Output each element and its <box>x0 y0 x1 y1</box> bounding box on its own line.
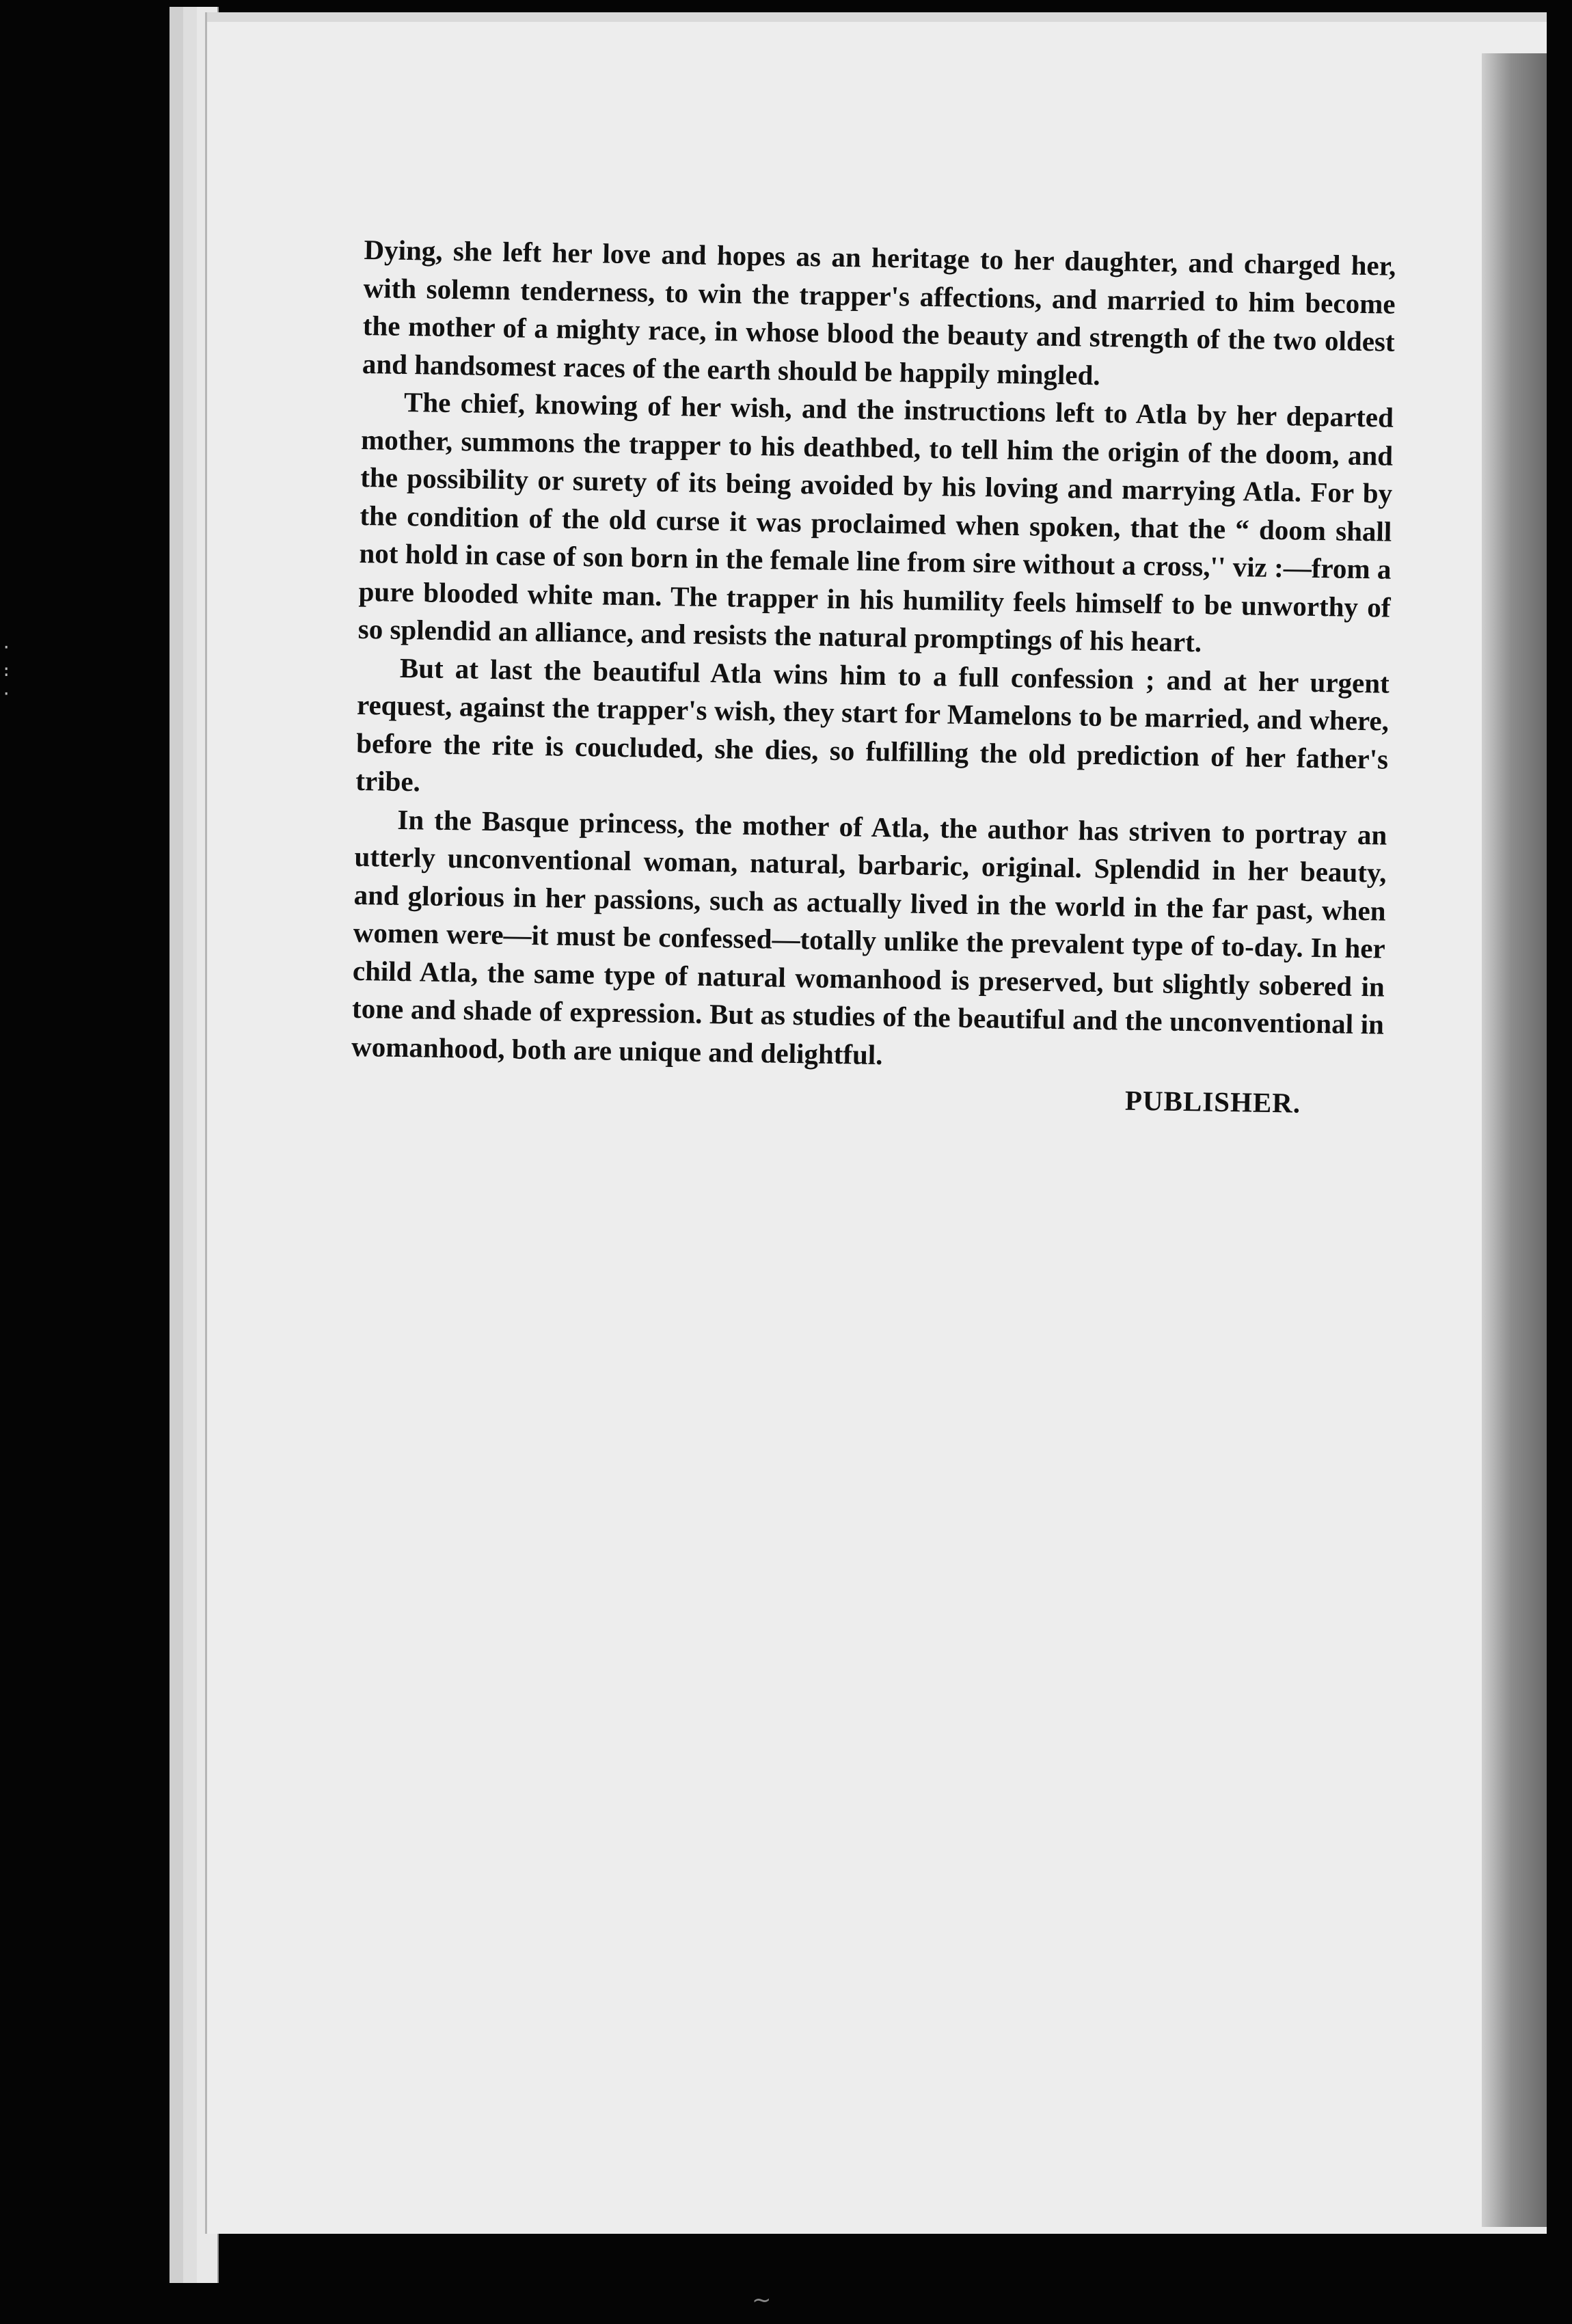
page-top-shadow <box>207 12 1547 22</box>
body-text <box>351 231 1396 1124</box>
publisher-signature: PUBLISHER. <box>1124 1084 1301 1119</box>
margin-specks: · : · <box>1 638 12 703</box>
page-gutter-shadow <box>1482 53 1547 2227</box>
paragraph-2: The chief, knowing of her wish, and the instructions left to Atla by her departed mother, summons the trapper to his deathbed, to tell him the origin of the doom, and the possibility or surety of its being avoided by his loving and marrying Atla. For by the condition of the old curse it was proclaimed when spoken, that the “ doom shall not hold in case of son born in the female line from sire without a cross,'' viz :—from a pure blooded white man. The trapper in his humility feels himself to be unworthy of so splendid an alliance, and resists the natural promptings of his heart. <box>357 386 1394 658</box>
scan-artifact-mark: ~ <box>752 2286 772 2314</box>
paragraph-4: In the Basque princess, the mother of Atla, the author has striven to portray an utterly unconventional woman, natural, barbaric, original. Splendid in her beauty, and glorious in her passions, such as actually lived in the world in the far past, when women were—it must be confessed—totally unlike the prevalent type of to-day. In her child Atla, the same type of natural womanhood is preserved, but slightly sobered in tone and shade of expression. But as studies of the beautiful and the unconventional in womanhood, both are unique and delightful. <box>351 803 1387 1070</box>
paragraph-3: But at last the beautiful Atla wins him to a full confession ; and at her urgent request, against the trapper's wish, they start for Mamelons to be married, and where, before the rite is coucluded, she dies, so fulfilling the old prediction of her father's tribe. <box>355 651 1390 798</box>
book-page <box>205 12 1547 2234</box>
paragraph-1: Dying, she left her love and hopes as an heritage to her daughter, and charged her, with solemn tenderness, to win the trapper's affections, and married to him become the mother of a mighty race, in whose blood the beauty and strength of the two oldest and handsomest races of the earth should be happily mingled. <box>362 233 1396 391</box>
